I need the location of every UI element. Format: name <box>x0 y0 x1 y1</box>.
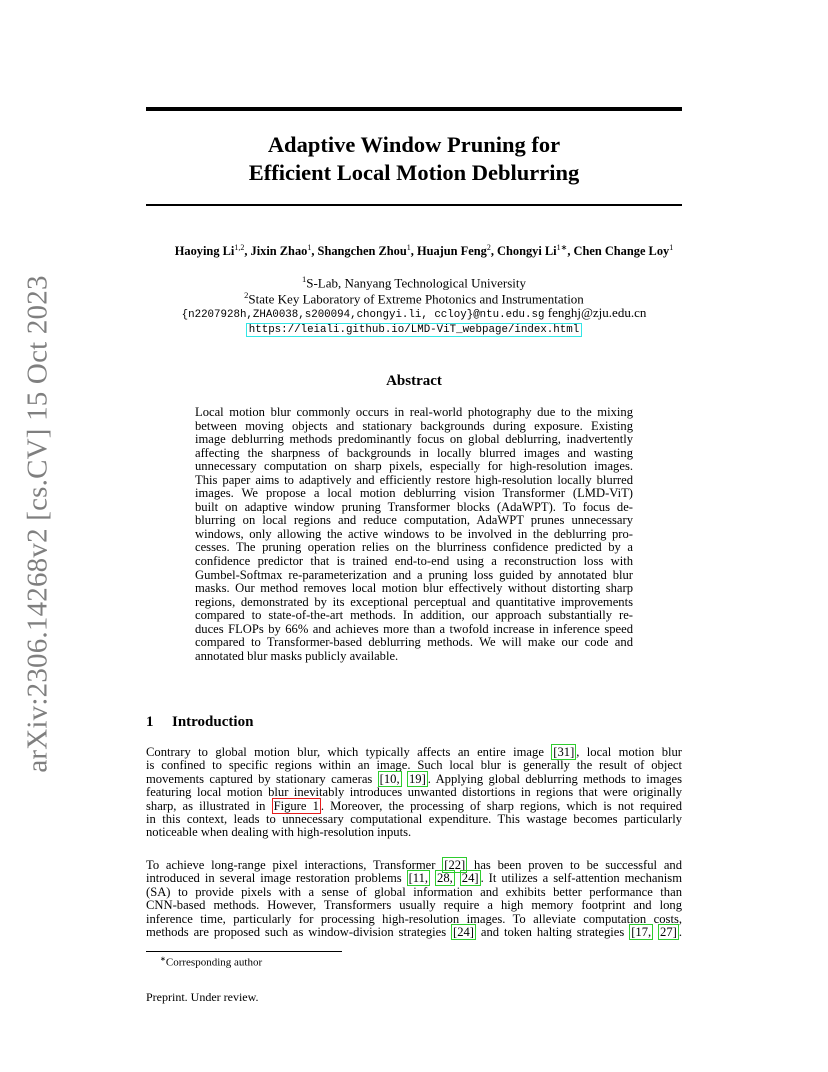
section-heading <box>146 714 253 731</box>
abstract-line: blurring on local regions and reduce computation, AdaWPT prunes unnecessary <box>195 513 633 528</box>
title-top-rule <box>146 107 682 111</box>
footnote-rule <box>146 951 342 952</box>
citation-link[interactable]: [17, <box>631 925 652 940</box>
citation-link[interactable]: 27] <box>660 925 677 940</box>
abstract-body <box>195 406 633 663</box>
affiliation-text: S-Lab, Nanyang Technological University <box>306 275 527 291</box>
project-url-link[interactable]: https://leiali.github.io/LMD-ViT_webpage/index.html <box>246 323 582 337</box>
abstract-line: unnecessary computation on sharp pixels, especially for high-resolution images. <box>195 459 633 474</box>
abstract-line: cesses. The pruning operation relies on the blurriness confidence predicted by a <box>195 540 633 555</box>
citation-link[interactable]: [22] <box>444 858 466 872</box>
citation-link[interactable]: [11, <box>408 871 429 886</box>
text-run: . Applying global deblurring methods to images <box>427 771 682 786</box>
arxiv-sidebar-stamp <box>20 275 56 773</box>
author-affiliation-mark: 1 <box>307 243 312 252</box>
abstract-line: confidence predictor that is trained end-to-end using a reconstruction loss with <box>195 554 633 569</box>
paragraph-line <box>146 800 682 813</box>
affiliation-text: State Key Laboratory of Extreme Photonics and Instrumentation <box>248 291 584 307</box>
abstract-line: compared to state-of-the-art methods. In addition, our approach substantially re- <box>195 608 633 623</box>
text-run: introduced in several image restoration problems <box>146 871 407 886</box>
paragraph-line: CNN-based methods. However, Transformers usually require a high memory footprint and long <box>146 898 682 913</box>
author-emails: {n2207928h,ZHA0038,s200094,chongyi.li, ccloy}@ntu.edu.sg <box>181 309 545 321</box>
paragraph-line <box>146 746 682 759</box>
abstract-line: affecting the sharpness of backgrounds in locally blurred images and wasting <box>195 445 633 460</box>
paragraph-line: is confined to specific regions within an image. Such local blur is generally the result of object <box>146 758 682 773</box>
paragraph-line <box>146 872 682 885</box>
author-affiliation-mark: 1 <box>669 243 674 252</box>
paragraph-line: featuring local motion blur inevitably introduces unwanted distortions in regions that were originally <box>146 785 682 800</box>
abstract-line: built on adaptive window pruning Transformer blocks (AdaWPT). To focus de- <box>195 499 633 514</box>
email-line <box>146 305 682 321</box>
section-number: 1 <box>146 714 154 730</box>
text-run: methods are proposed such as window-division strategies <box>146 925 452 940</box>
paragraph-line: in this context, leads to unnecessary computational expenditure. This wastage becomes particularly <box>146 812 682 827</box>
intro-paragraph-1 <box>146 746 682 840</box>
text-run: . It utilizes a self-attention mechanism <box>480 871 682 886</box>
text-run: and token halting strategies <box>476 925 630 940</box>
abstract-line: images. We propose a local motion deblurring vision Transformer (LMD-ViT) <box>195 486 633 501</box>
abstract-line: Gumbel-Softmax re-parameterization and a pruning loss guided by annotated blur <box>195 567 633 582</box>
paragraph-line: (SA) to provide pixels with a sense of global information and exhibits better performance than <box>146 884 682 899</box>
author-affiliation-mark: 1,2 <box>234 243 245 252</box>
text-run: sharp, as illustrated in <box>146 798 272 813</box>
affiliation-mark: 1 <box>301 274 307 284</box>
citation-link[interactable]: [10, <box>379 771 400 786</box>
author-list: Haoying Li$^{1,2}$, Jixin Zhao$^1$, Shangchen Zhou$^1$, Huajun Feng$^2$, Chongyi $Li^{1∗}$, Chen Change Loy$^1$ <box>174 243 674 259</box>
title-bottom-rule <box>146 204 682 206</box>
author-name: Jixin Zhao <box>250 244 308 259</box>
citation-link[interactable]: 28, <box>437 871 453 886</box>
footnote-mark: ∗ <box>160 955 166 963</box>
text-run: movements captured by stationary cameras <box>146 771 378 786</box>
text-run: , local motion blur <box>576 745 682 759</box>
affiliation-mark: 2 <box>244 290 249 300</box>
abstract-line: annotated blur masks publicly available. <box>195 648 399 663</box>
arxiv-id-text: arXiv:2306.14268v2 [cs.CV] 15 Oct 2023 <box>21 275 54 773</box>
citation-link[interactable]: [24] <box>453 925 474 940</box>
title-line-2: Efficient Local Motion Deblurring <box>248 160 580 185</box>
author-affiliation-mark: 1∗ <box>556 243 568 252</box>
footnote <box>160 955 262 969</box>
author-name: Chongyi Li <box>497 244 557 259</box>
title-line-1: Adaptive Window Pruning for <box>267 132 561 157</box>
paragraph-line <box>146 926 682 939</box>
project-url-line <box>146 320 682 336</box>
abstract-line: regions, demonstrated by its exceptional perceptual and quantitative improvements <box>195 594 633 609</box>
paragraph-line: inference time, particularly for processing high-resolution images. To alleviate computation costs, <box>146 911 682 926</box>
abstract-line: image deblurring methods predominantly focus on global deblurring, inadvertently <box>195 432 633 447</box>
section-title: Introduction <box>172 714 254 730</box>
text-run: To achieve long-range pixel interactions, Transformer <box>146 858 443 872</box>
intro-paragraph-2 <box>146 859 682 939</box>
abstract-line: masks. Our method removes local motion blur effectively without distorting sharp <box>195 581 633 596</box>
text-run: . <box>678 925 682 940</box>
author-name: Shangchen Zhou <box>317 244 407 259</box>
text-run: Contrary to global motion blur, which typically affects an entire image <box>146 745 552 759</box>
author-name: Huajun Feng <box>416 244 487 259</box>
paragraph-line: noticeable when dealing with high-resolution inputs. <box>146 825 412 840</box>
citation-link[interactable]: [31] <box>553 745 575 759</box>
abstract-line: compared to Transformer-based deblurring methods. We will make our code and <box>195 635 633 650</box>
abstract-heading: Abstract <box>386 373 442 389</box>
figure-reference-link[interactable]: Figure 1 <box>273 798 319 813</box>
abstract-line: duces FLOPs by 66% and achieves more than a twofold increase in inference speed <box>195 621 633 636</box>
citation-link[interactable]: 19] <box>408 771 426 786</box>
citation-link[interactable]: 24] <box>461 871 479 886</box>
footnote-text: Corresponding author <box>165 956 263 969</box>
abstract-line: Local motion blur commonly occurs in real-world photography due to the mixing <box>195 405 633 419</box>
abstract-line: between moving objects and stationary backgrounds during exposure. Existing <box>195 418 633 433</box>
paragraph-line <box>146 773 682 786</box>
author-affiliation-mark: 1 <box>406 243 411 252</box>
affiliation-1 <box>146 274 682 291</box>
abstract-line: windows, only allowing the active windows to be involved in the deblurring pro- <box>195 526 633 541</box>
text-run: . Moreover, the processing of sharp regions, which is not required <box>320 798 683 813</box>
author-email-extra: fenghj@zju.edu.cn <box>547 305 647 320</box>
text-run: has been proven to be successful and <box>467 858 682 872</box>
author-affiliation-mark: 2 <box>486 243 491 252</box>
preprint-footer: Preprint. Under review. <box>146 990 259 1004</box>
author-name: Chen Change Loy <box>573 244 670 259</box>
abstract-line: This paper aims to adaptively and efficiently restore high-resolution locally blurred <box>195 472 633 487</box>
paper-title <box>146 131 682 187</box>
author-name: Haoying Li <box>174 244 235 259</box>
